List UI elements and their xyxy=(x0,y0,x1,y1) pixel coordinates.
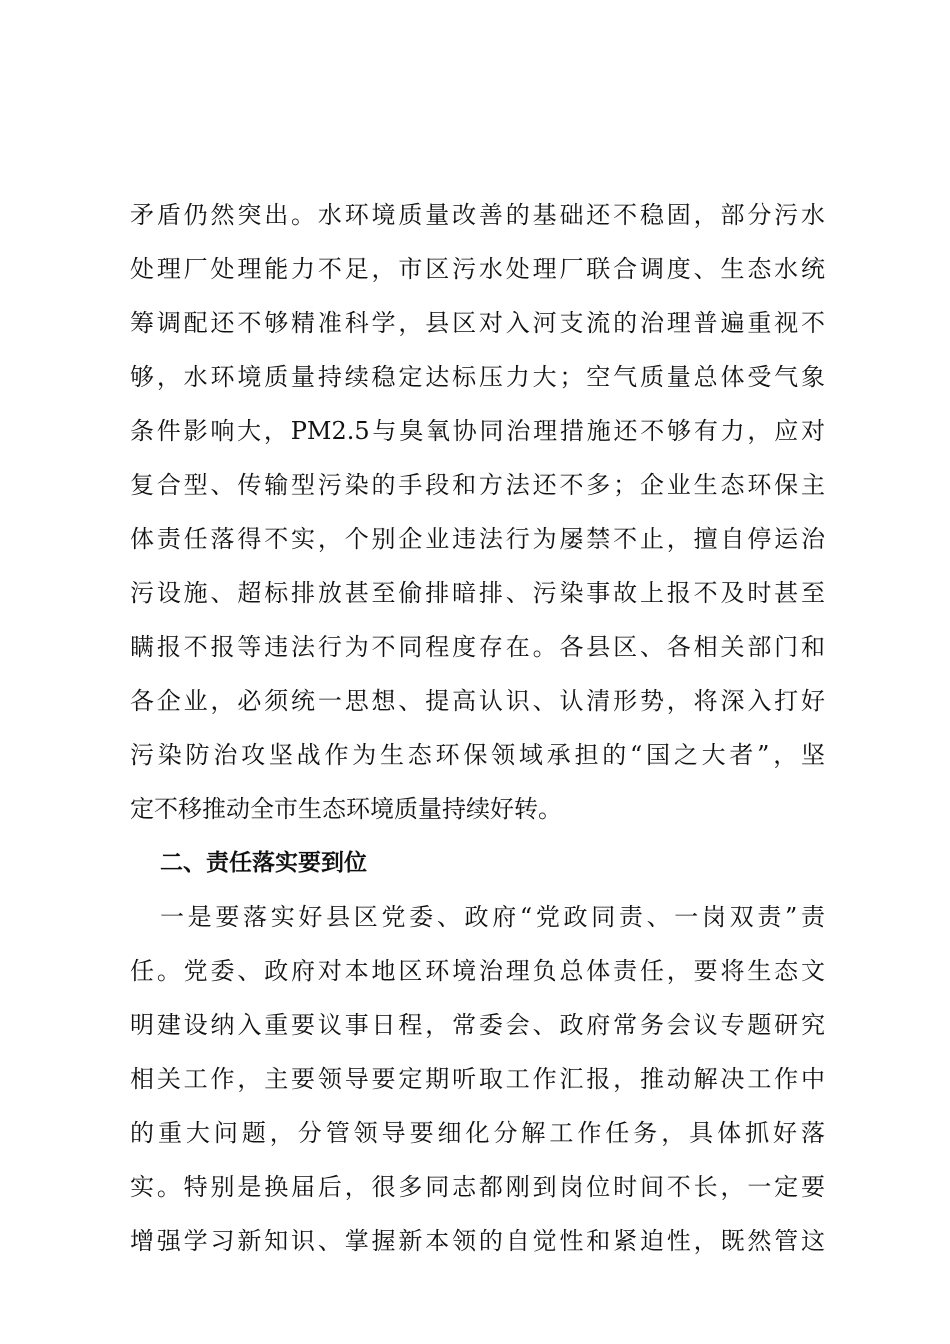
text-line: 复合型、传输型污染的手段和方法还不多；企业生态环保主 xyxy=(130,471,825,499)
text-line: 够，水环境质量持续稳定达标压力大；空气质量总体受气象 xyxy=(130,363,825,391)
section-heading: 二、责任落实要到位 xyxy=(160,850,367,876)
text-line: 瞒报不报等违法行为不同程度存在。各县区、各相关部门和 xyxy=(130,633,825,661)
text-line: 增强学习新知识、掌握新本领的自觉性和紧迫性，既然管这 xyxy=(130,1227,825,1255)
text-line: 条件影响大，PM2.5与臭氧协同治理措施还不够有力，应对 xyxy=(130,417,825,445)
text-line: 处理厂处理能力不足，市区污水处理厂联合调度、生态水统 xyxy=(130,255,825,283)
text-line: 的重大问题，分管领导要细化分解工作任务，具体抓好落 xyxy=(130,1119,825,1147)
text-line: 筹调配还不够精准科学，县区对入河支流的治理普遍重视不 xyxy=(130,309,825,337)
text-line: 污设施、超标排放甚至偷排暗排、污染事故上报不及时甚至 xyxy=(130,579,825,607)
text-line: 明建设纳入重要议事日程，常委会、政府常务会议专题研究 xyxy=(130,1011,825,1039)
text-line: 矛盾仍然突出。水环境质量改善的基础还不稳固，部分污水 xyxy=(130,201,825,229)
text-line: 一是要落实好县区党委、政府“党政同责、一岗双责”责 xyxy=(160,903,825,931)
text-line: 定不移推动全市生态环境质量持续好转。 xyxy=(130,795,562,823)
document-body xyxy=(130,188,825,1268)
text-line: 任。党委、政府对本地区环境治理负总体责任，要将生态文 xyxy=(130,957,825,985)
text-line: 污染防治攻坚战作为生态环保领域承担的“国之大者”，坚 xyxy=(130,741,825,769)
text-line: 实。特别是换届后，很多同志都刚到岗位时间不长，一定要 xyxy=(130,1173,825,1201)
text-line: 体责任落得不实，个别企业违法行为屡禁不止，擅自停运治 xyxy=(130,525,825,553)
text-line: 相关工作，主要领导要定期听取工作汇报，推动解决工作中 xyxy=(130,1065,825,1093)
text-line: 各企业，必须统一思想、提高认识、认清形势，将深入打好 xyxy=(130,687,825,715)
